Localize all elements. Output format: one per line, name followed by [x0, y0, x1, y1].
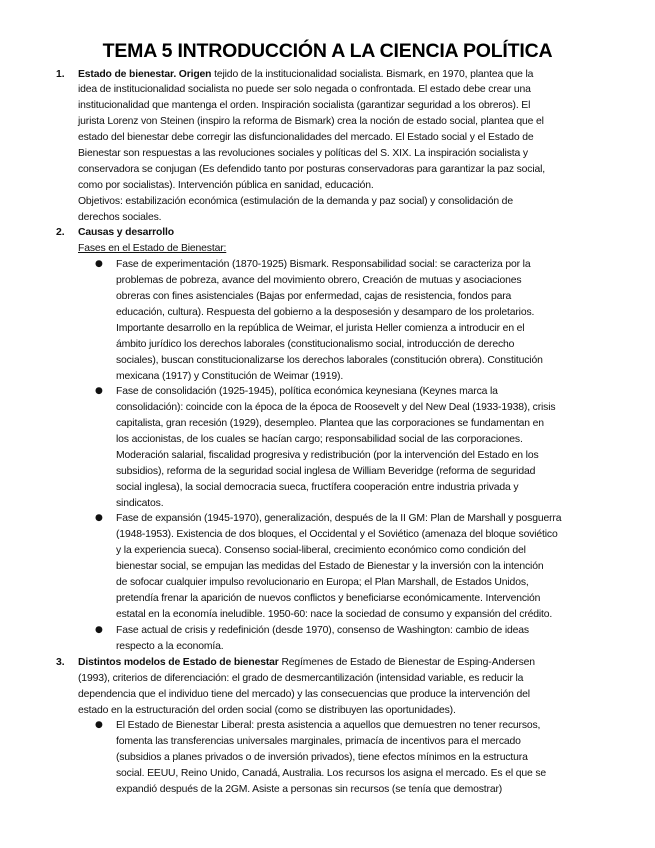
bullet-icon: ●: [95, 720, 103, 730]
bullet-line: subsidios), reforma de la seguridad social inglesa de William Beveridge (reforma de seguridad: [116, 466, 536, 477]
bullet-line: fomenta las transferencias universales marginales, primacía de incentivos para el mercado: [116, 736, 521, 747]
bullet-line: los accionistas, de los cuales se hacían cargo; responsabilidad social de las corporaciones.: [116, 434, 523, 445]
paragraph-line: jurista Lorenz von Steinen (inspiro la reforma de Bismark) crea la noción de estado social, plantea que el: [78, 116, 544, 127]
paragraph-line: Regímenes de Estado de Bienestar de Esping-Andersen: [278, 657, 535, 668]
paragraph-line: institucionalidad que mantenga el orden. Inspiración socialista (garantizar seguridad a los obreros). El: [78, 100, 531, 111]
section-3-number: 3.: [56, 657, 65, 668]
bullet-line: Fase actual de crisis y redefinición (desde 1970), consenso de Washington: cambio de ideas: [116, 625, 529, 636]
bullet-icon: ●: [95, 259, 103, 269]
section-1-number: 1.: [56, 69, 65, 80]
section-2-subheading: Fases en el Estado de Bienestar:: [78, 243, 227, 254]
section-3-heading: Distintos modelos de Estado de bienestar: [78, 657, 279, 668]
bullet-line: expandió después de la 2GM. Asiste a personas sin recursos (se tenía que demostrar): [116, 784, 503, 795]
paragraph-line: conservadora se conjugan (Es defendido tanto por posturas conservadoras para garantizar la paz social,: [78, 164, 545, 175]
paragraph-line: estado en la estructuración del orden social (como se distribuyen las oportunidades).: [78, 705, 456, 716]
section-2-heading: Causas y desarrollo: [78, 227, 174, 238]
bullet-line: ámbito jurídico los derechos laborales (constitucionalismo social, introducción de derecho: [116, 339, 515, 350]
paragraph-line: tejido de la institucionalidad socialista. Bismark, en 1970, plantea que la: [211, 69, 534, 80]
section-3-first-line: [78, 656, 535, 669]
bullet-line: Moderación salarial, fiscalidad progresiva y redistribución (por la intervención del Estado en los: [116, 450, 539, 461]
bullet-line: y la experiencia sueca). Consenso social-liberal, crecimiento económico como condición del: [116, 545, 526, 556]
bullet-line: (subsidios a planes privados o de inversión privados), tiene efectos mínimos en la estructura: [116, 752, 528, 763]
bullet-line: respecto a la economía.: [116, 641, 224, 652]
bullet-line: estatal en la economía ineludible. 1950-60: nace la sociedad de consumo y expansión del crédito.: [116, 609, 553, 620]
section-1-first-line: [78, 68, 533, 81]
bullet-line: capitalista, gran recesión (1929), desempleo. Plantea que las corporaciones se fundamentan en: [116, 418, 544, 429]
paragraph-line: Bienestar son respuestas a las revoluciones sociales y políticas del S. XIX. La inspiración socialista y: [78, 148, 528, 159]
paragraph-line: (1993), criterios de diferenciación: el grado de desmercantilización (intensidad variable, es reducir la: [78, 673, 524, 684]
paragraph-line: idea de institucionalidad socialista no puede ser solo negada o confrontada. El estado debe crear una: [78, 84, 531, 95]
bullet-line: sociales), buscan constitucionalizarse los derechos laborales (constitución obrera). Constitución: [116, 355, 543, 366]
bullet-line: Fase de expansión (1945-1970), generalización, después de la II GM: Plan de Marshall y posguerra: [116, 513, 562, 524]
bullet-icon: ●: [95, 625, 103, 635]
bullet-line: Fase de consolidación (1925-1945), política económica keynesiana (Keynes marca la: [116, 386, 498, 397]
bullet-line: educación, cultura). Respuesta del gobierno a la desposesión y desamparo de los proletarios.: [116, 307, 535, 318]
bullet-line: social. EEUU, Reino Unido, Canadá, Australia. Los recursos los asigna el mercado. Es el que se: [116, 768, 547, 779]
bullet-line: El Estado de Bienestar Liberal: presta asistencia a aquellos que demuestren no tener recursos,: [116, 720, 541, 731]
bullet-line: de sofocar cualquier impulso revolucionario en Europa; el Plan Marshall, de Estados Unidos,: [116, 577, 529, 588]
bullet-line: problemas de pobreza, avance del movimiento obrero, Creación de mutuas y asociaciones: [116, 275, 522, 286]
paragraph-line: Objetivos: estabilización económica (estimulación de la demanda y paz social) y consolidación de: [78, 196, 513, 207]
section-2-number: 2.: [56, 227, 65, 238]
bullet-line: Fase de experimentación (1870-1925) Bismark. Responsabilidad social: se caracteriza por la: [116, 259, 531, 270]
paragraph-line: derechos sociales.: [78, 212, 162, 223]
paragraph-line: como por socialistas). Intervención pública en sanidad, educación.: [78, 180, 374, 191]
paragraph-line: estado del bienestar debe corregir las disfuncionalidades del mercado. El Estado social y el Estado de: [78, 132, 534, 143]
bullet-icon: ●: [95, 513, 103, 523]
bullet-line: bienestar social, se empujan las medidas del Estado de Bienestar y la inversión con la intención: [116, 561, 544, 572]
bullet-line: consolidación): coincide con la época de la época de Roosevelt y del New Deal (1933-1938), crisis: [116, 402, 556, 413]
bullet-line: obreras con fines asistenciales (Bajas por enfermedad, cajas de resistencia, fondos para: [116, 291, 512, 302]
bullet-line: (1948-1953). Existencia de dos bloques, el Occidental y el Soviético (amenaza del bloque soviético: [116, 529, 558, 540]
bullet-line: social inglesa), la social democracia sueca, fructífera cooperación entre industria privada y: [116, 482, 519, 493]
bullet-icon: ●: [95, 386, 103, 396]
bullet-line: mexicana (1917) y Constitución de Weimar (1919).: [116, 371, 344, 382]
bullet-line: Importante desarrollo en la república de Weimar, el jurista Heller comienza a introducir en el: [116, 323, 525, 334]
section-1-heading: Estado de bienestar. Origen: [78, 69, 212, 80]
bullet-line: pretendía frenar la aparición de nuevos conflictos y beneficiarse económicamente. Intervención: [116, 593, 541, 604]
document-title: TEMA 5 INTRODUCCIÓN A LA CIENCIA POLÍTICA: [102, 40, 553, 62]
bullet-line: sindicatos.: [116, 498, 164, 509]
paragraph-line: dependencia que el individuo tiene del mercado) y las consecuencias que produce la intervención del: [78, 689, 530, 700]
